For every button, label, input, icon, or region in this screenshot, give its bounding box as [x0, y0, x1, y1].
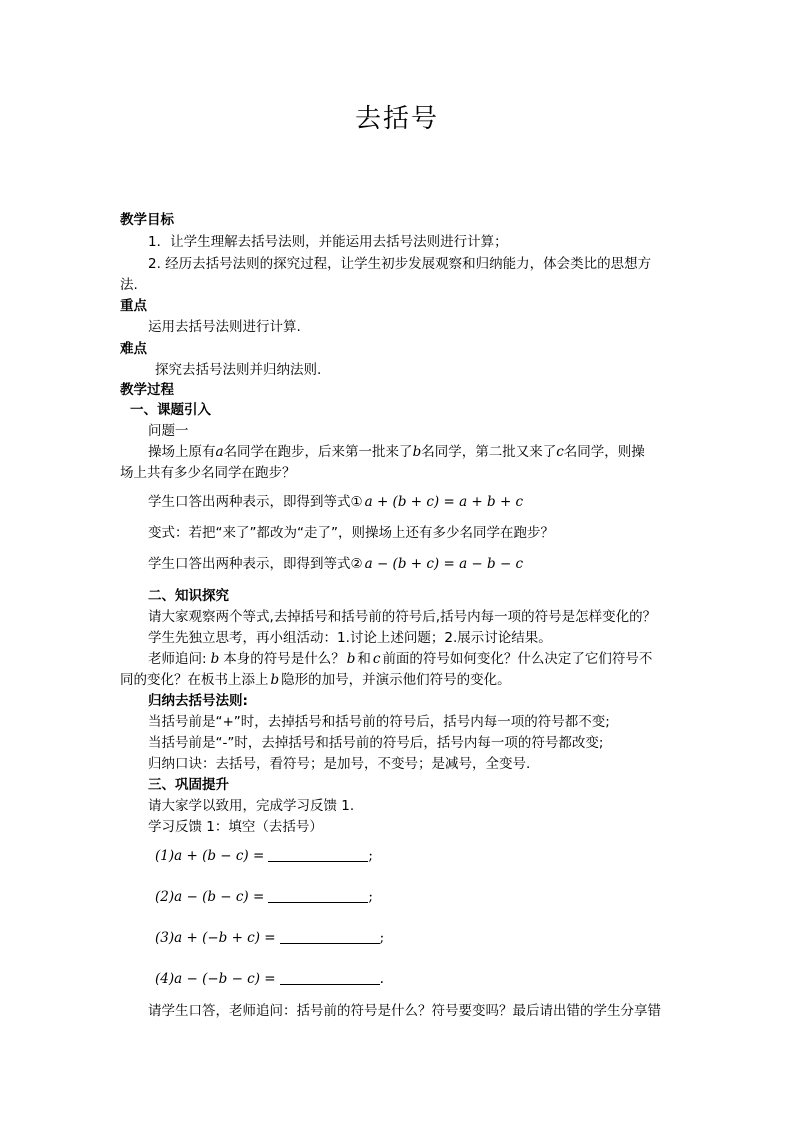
exercise-3: (3)a + (−b + c) = ;	[155, 930, 385, 946]
difficult-text: 探究去括号法则并归纳法则.	[155, 362, 322, 378]
answer-blank-4[interactable]	[280, 970, 380, 985]
problem-label: 问题一	[148, 423, 189, 439]
answer-2: 学生口答出两种表示，即得到等式② a − (b + c) = a − b − c	[148, 556, 524, 572]
answer-blank-1[interactable]	[268, 847, 368, 862]
section-3-line-2: 学习反馈 1：填空（去括号）	[148, 819, 323, 835]
answer-blank-3[interactable]	[280, 929, 380, 944]
section-3-heading: 三、巩固提升	[148, 777, 229, 793]
heading-key: 重点	[120, 298, 147, 314]
goal-1: 1．让学生理解去括号法则，并能运用去括号法则进行计算；	[148, 234, 508, 250]
rule-heading: 归纳去括号法则:	[148, 693, 248, 709]
goal-2-cont: 法.	[120, 277, 138, 293]
var-a: a	[215, 444, 224, 460]
section-2-line-1: 请大家观察两个等式,去掉括号和括号前的符号后,括号内每一项的符号是怎样变化的？	[148, 609, 657, 625]
equation-2: a − (b + c) = a − b − c	[364, 556, 524, 572]
exercise-1: (1)a + (b − c) = ;	[155, 848, 373, 864]
var-b: b	[412, 444, 422, 460]
rule-2: 当括号前是“-”时，去掉括号和括号前的符号后，括号内每一项的符号都改变;	[148, 735, 604, 751]
problem-text-line-1: 操场上原有a名同学在跑步，后来第一批来了b名同学，第二批又来了c名同学，则操	[148, 444, 645, 460]
problem-text-line-2: 场上共有多少名同学在跑步？	[120, 465, 296, 481]
heading-process: 教学过程	[120, 382, 174, 398]
goal-2: 2. 经历去括号法则的探究过程，让学生初步发展观察和归纳能力，体会类比的思想方	[148, 256, 652, 272]
section-2-heading: 二、知识探究	[148, 588, 229, 604]
section-2-line-2: 学生先独立思考，再小组活动：1.讨论上述问题；2.展示讨论结果。	[148, 630, 552, 646]
key-text: 运用去括号法则进行计算.	[148, 319, 301, 335]
section-3-line-1: 请大家学以致用，完成学习反馈 1.	[148, 798, 355, 814]
heading-difficult: 难点	[120, 341, 147, 357]
section-2-line-3: 老师追问: b 本身的符号是什么？ b 和 c 前面的符号如何变化？什么决定了它们符号不	[148, 651, 653, 667]
heading-goals: 教学目标	[120, 212, 174, 228]
section-2-line-4: 同的变化？在板书上添上 b 隐形的加号，并演示他们符号的变化。	[120, 672, 511, 688]
answer-blank-2[interactable]	[268, 888, 368, 903]
exercise-2: (2)a − (b − c) = ;	[155, 889, 373, 905]
variant-text: 变式：若把“来了”都改为“走了”，则操场上还有多少名同学在跑步？	[148, 525, 554, 541]
rhyme: 归纳口诀：去括号，看符号；是加号，不变号；是减号，全变号.	[148, 756, 531, 772]
page-title: 去括号	[354, 104, 439, 134]
closing-text: 请学生口答，老师追问：括号前的符号是什么？符号要变吗？最后请出错的学生分享错	[148, 1003, 661, 1019]
exercise-4: (4)a − (−b − c) = .	[155, 971, 384, 987]
rule-1: 当括号前是“+”时，去掉括号和括号前的符号后，括号内每一项的符号都不变;	[148, 714, 610, 730]
var-c: c	[556, 444, 564, 460]
section-1-heading: 一、课题引入	[130, 402, 211, 418]
equation-1: a + (b + c) = a + b + c	[364, 494, 524, 510]
answer-1: 学生口答出两种表示，即得到等式① a + (b + c) = a + b + c	[148, 494, 524, 510]
